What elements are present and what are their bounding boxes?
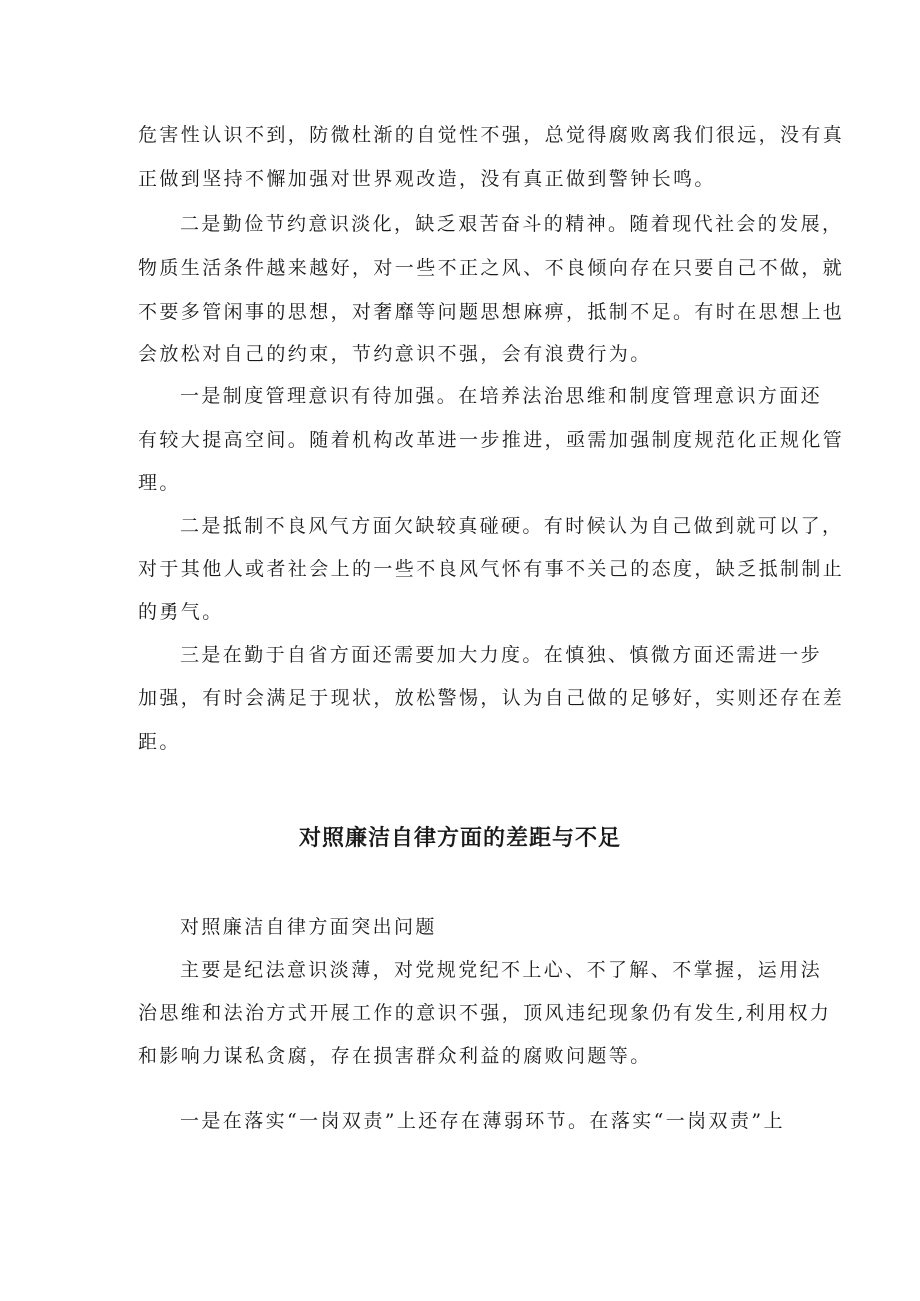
text-line: 有较大提高空间。随着机构改革进一步推进，亟需加强制度规范化正规化管 [138, 429, 845, 451]
subheading: 对照廉洁自律方面突出问题 [180, 916, 437, 938]
text-line: 治思维和法治方式开展工作的意识不强，顶风违纪现象仍有发生,利用权力 [138, 1002, 832, 1024]
text-line: 二是勤俭节约意识淡化，缺乏艰苦奋斗的精神。随着现代社会的发展， [180, 213, 844, 235]
text-line: 的勇气。 [138, 601, 224, 623]
text-line: 和影响力谋私贪腐，存在损害群众利益的腐败问题等。 [138, 1045, 652, 1067]
text-line: 加强，有时会满足于现状，放松警惕，认为自己做的足够好，实则还存在差 [138, 687, 845, 709]
text-line: 正做到坚持不懈加强对世界观改造，没有真正做到警钟长鸣。 [138, 168, 716, 190]
text-line: 一是制度管理意识有待加强。在培养法治思维和制度管理意识方面还 [180, 385, 823, 407]
text-line: 对于其他人或者社会上的一些不良风气怀有事不关己的态度，缺乏抵制制止 [138, 558, 845, 580]
text-line: 理。 [138, 472, 181, 494]
text-line: 距。 [138, 731, 181, 753]
text-line: 会放松对自己的约束，节约意识不强，会有浪费行为。 [138, 343, 652, 365]
text-line: 危害性认识不到，防微杜渐的自觉性不强，总觉得腐败离我们很远，没有真 [138, 124, 845, 146]
text-line: 二是抵制不良风气方面欠缺较真碰硬。有时候认为自己做到就可以了， [180, 515, 844, 537]
text-line: 物质生活条件越来越好，对一些不正之风、不良倾向存在只要自己不做，就 [138, 257, 845, 279]
text-line: 三是在勤于自省方面还需要加大力度。在慎独、慎微方面还需进一步 [180, 644, 823, 666]
text-line: 不要多管闲事的思想，对奢靡等问题思想麻痹，抵制不足。有时在思想上也 [138, 301, 845, 323]
section-title: 对照廉洁自律方面的差距与不足 [298, 826, 621, 851]
text-line: 一是在落实“一岗双责”上还存在薄弱环节。在落实“一岗双责”上 [180, 1110, 785, 1132]
text-line: 主要是纪法意识淡薄，对党规党纪不上心、不了解、不掌握，运用法 [180, 959, 823, 981]
